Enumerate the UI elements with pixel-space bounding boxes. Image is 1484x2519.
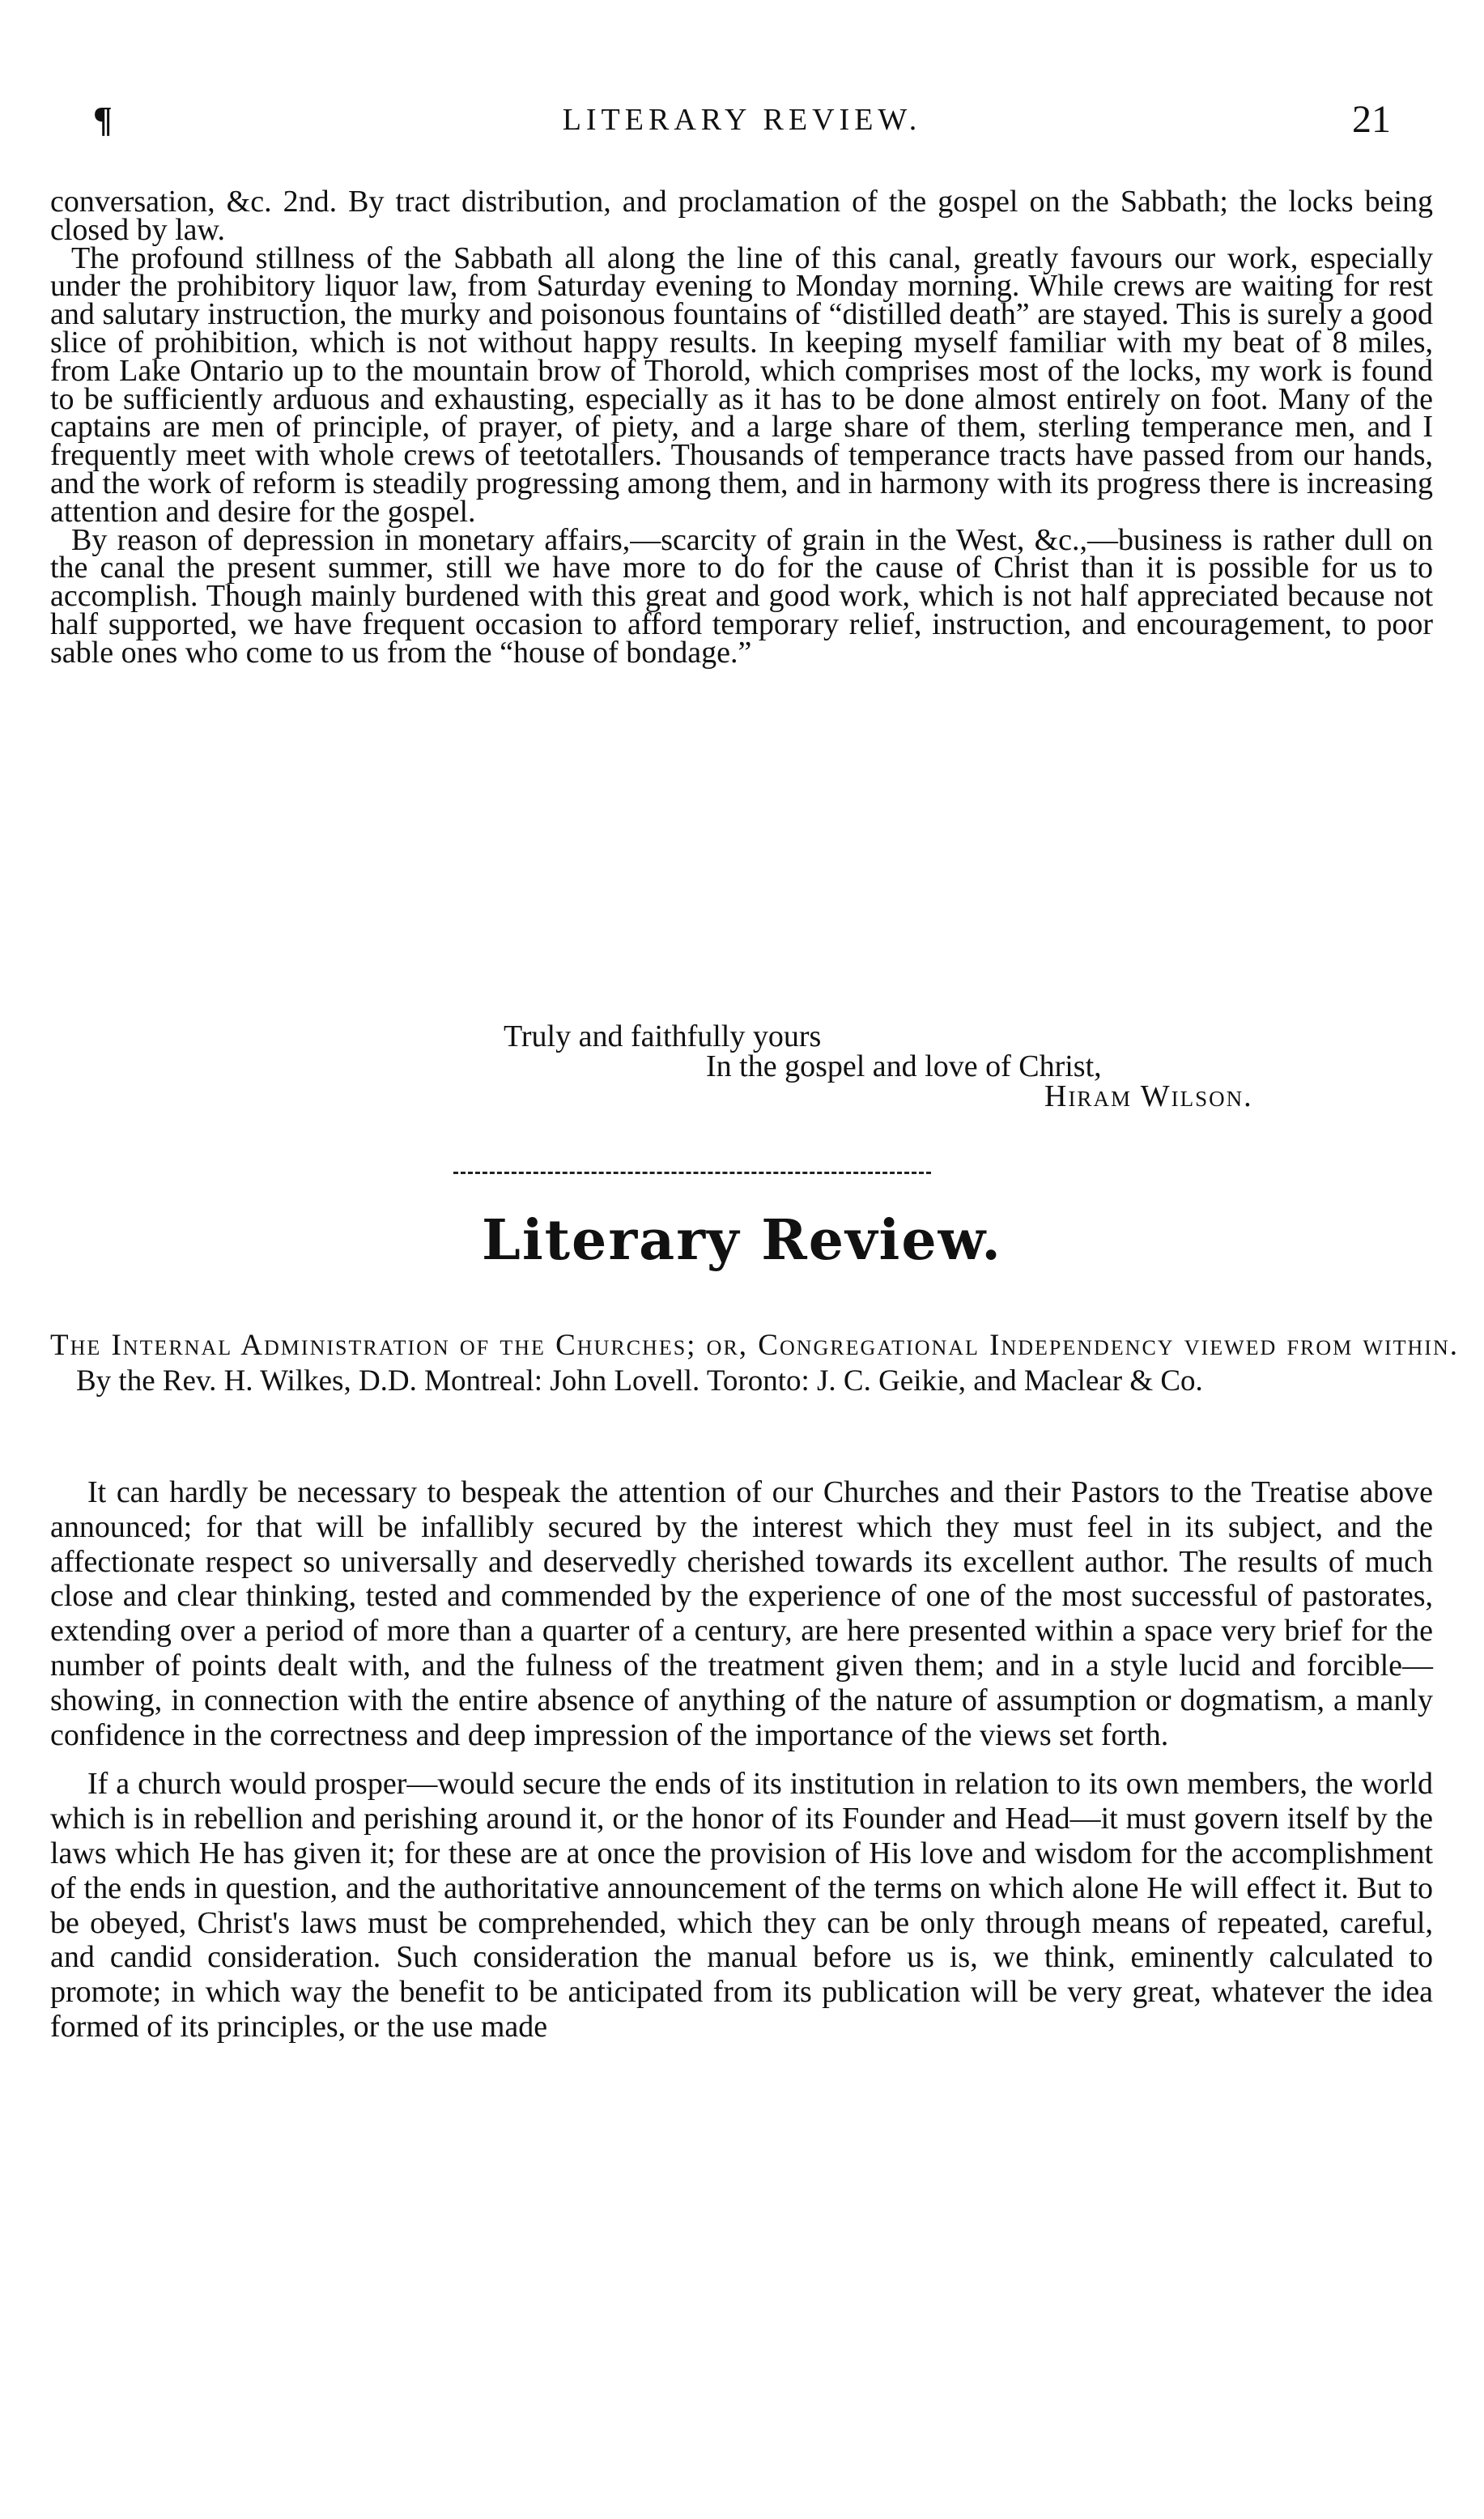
review-paragraph: If a church would prosper—would secure the ends of its institution in relation to its own members, the world which is in rebellion and perishing around it, or the honor of its Founder and Head—it must govern itself by the laws which He has given it; for these are at once the provision of His love and wisdom for the accomplishment of the ends in question, and the authoritative announcement of the terms on which alone He will effect it. But to be obeyed, Christ's laws must be comprehended, which they can be only through means of repeated, careful, and candid consideration. Such consideration the manual before us is, we think, eminently calculated to promote; in which way the benefit to be anticipated from its publication will be very great, whatever the idea formed of its principles, or the use made bbox=[50, 1767, 1433, 2044]
letter-paragraph: conversation, &c. 2nd. By tract distribution, and proclamation of the gospel on the Sabbath; the locks being closed by law. bbox=[50, 185, 1433, 247]
review-book-heading bbox=[50, 1328, 1459, 1399]
section-heading: Literary Review. bbox=[482, 1208, 1002, 1273]
running-head bbox=[49, 96, 1435, 144]
review-book-author: By the Rev. H. Wilkes, D.D. Montreal: John Lovell. Toronto: J. C. Geikie, and Maclear & Co. bbox=[76, 1364, 1203, 1398]
letter-body bbox=[50, 185, 1433, 670]
letter-paragraph: By reason of depression in monetary affairs,—scarcity of grain in the West, &c.,—business is rather dull on the canal the present summer, still we have more to do for the cause of Christ than it is possible for us to accomplish. Though mainly burdened with this great and good work, which is not half appreciated because not half supported, we have frequent occasion to afford temporary relief, instruction, and encouragement, to poor sable ones who come to us from the “house of bondage.” bbox=[50, 522, 1433, 670]
letter-signature: Hiram Wilson. bbox=[1044, 1079, 1253, 1113]
letter-signoff bbox=[50, 1019, 1433, 1113]
section-divider bbox=[453, 1172, 931, 1174]
letter-closing-line2: In the gospel and love of Christ, bbox=[706, 1049, 1102, 1083]
page-number: 21 bbox=[1352, 98, 1391, 141]
running-head-title: LITERARY REVIEW. bbox=[562, 103, 922, 137]
pilcrow-mark: ¶ bbox=[93, 100, 113, 139]
letter-paragraph: The profound stillness of the Sabbath all along the line of this canal, greatly favours our work, especially under the prohibitory liquor law, from Saturday evening to Monday morning. While crews are waiting for rest and salutary instruction, the murky and poisonous fountains of “distilled death” are stayed. This is surely a good slice of prohibition, which is not without happy results. In keeping myself familiar with my beat of 8 miles, from Lake Ontario up to the mountain brow of Thorold, which comprises most of the locks, my work is found to be sufficiently arduous and exhausting, especially as it has to be done almost entirely on foot. Many of the captains are men of principle, of prayer, of piety, and a large share of them, sterling temperance men, and I frequently meet with whole crews of teetotallers. Thousands of temperance tracts have passed from our hands, and the work of reform is steadily progressing among them, and in harmony with its progress there is increasing attention and desire for the gospel. bbox=[50, 240, 1433, 529]
letter-closing: Truly and faithfully yours bbox=[504, 1019, 822, 1053]
review-body bbox=[50, 1475, 1433, 2045]
review-book-title: The Internal Administration of the Churches; or, Congregational Independency viewed from within. bbox=[50, 1329, 1459, 1362]
review-paragraph: It can hardly be necessary to bespeak the attention of our Churches and their Pastors to the Treatise above announced; for that will be infallibly secured by the interest which they must feel in its subject, and the affectionate respect so universally and deservedly cherished towards its excellent author. The results of much close and clear thinking, tested and commended by the experience of one of the most successful of pastorates, extending over a period of more than a quarter of a century, are here presented within a space very brief for the number of points dealt with, and the fulness of the treatment given them; and in a style lucid and forcible—showing, in connection with the entire absence of anything of the nature of assumption or dogmatism, a manly confidence in the correctness and deep impression of the importance of the views set forth. bbox=[50, 1475, 1433, 1752]
